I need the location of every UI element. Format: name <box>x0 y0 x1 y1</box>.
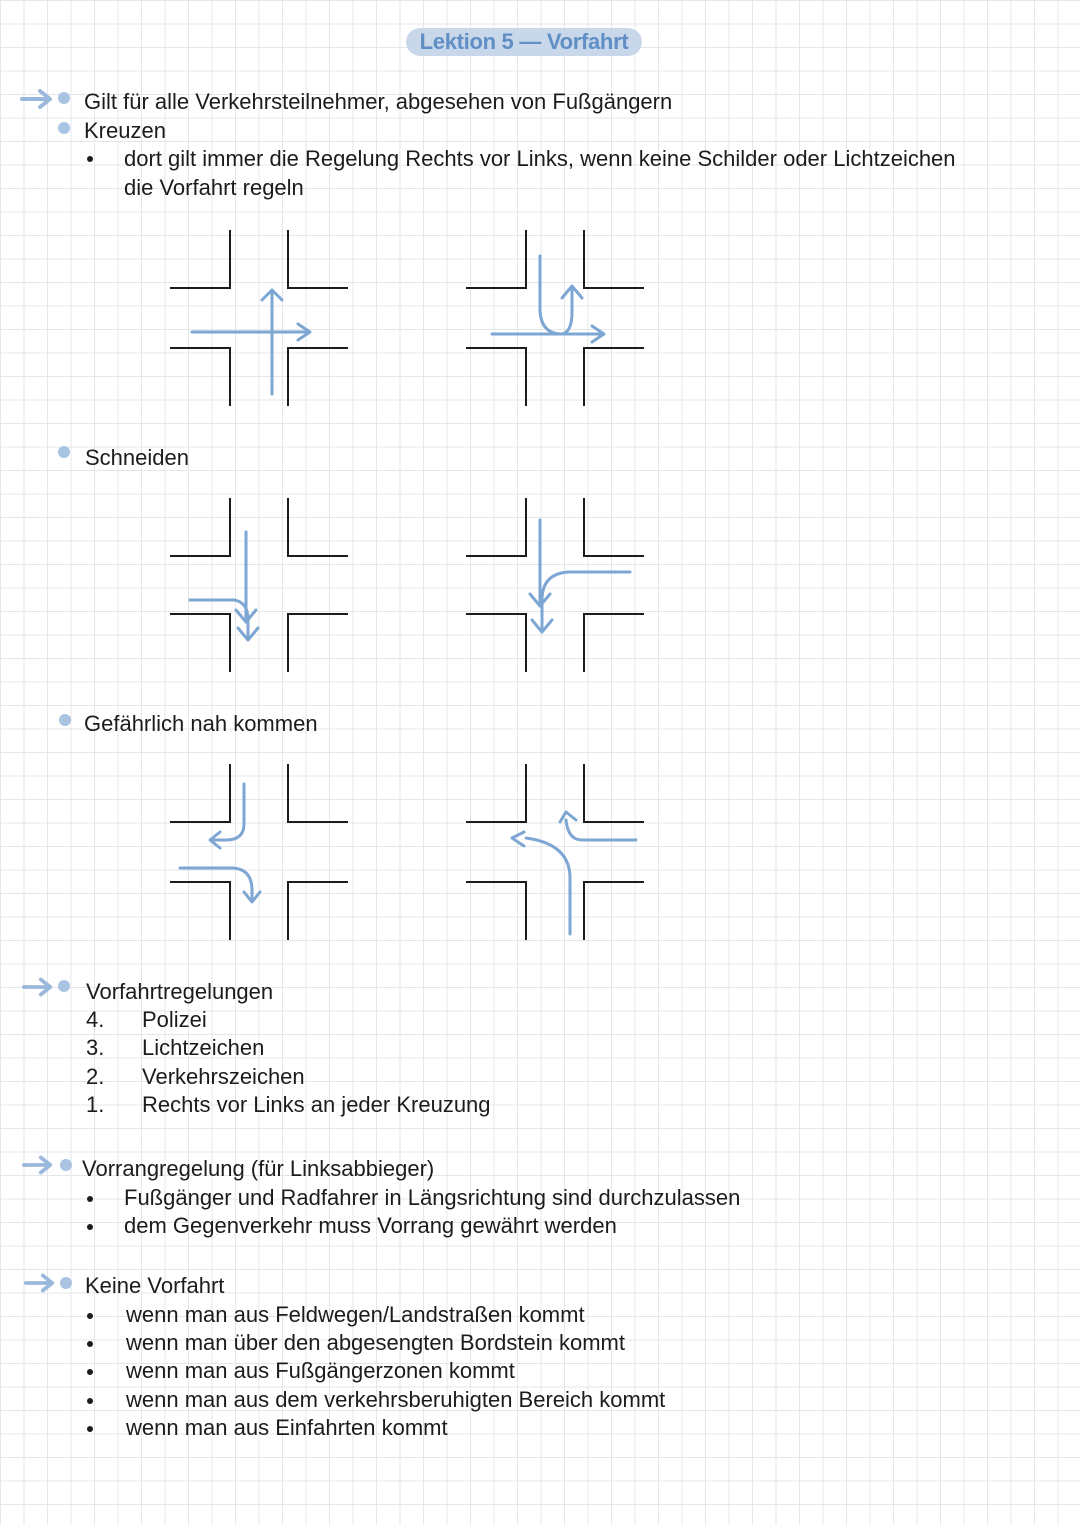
intersection-diagram-kreuzen-1 <box>168 228 350 408</box>
list-item: wenn man aus dem verkehrsberuhigten Bereich kommt <box>126 1387 666 1412</box>
bullet <box>87 1426 93 1432</box>
bullet <box>87 1196 93 1202</box>
bullet-dot <box>60 1277 72 1289</box>
bullet <box>87 1398 93 1404</box>
vorfahrtregelungen-heading: Vorfahrtregelungen <box>86 979 274 1004</box>
keine-vorfahrt-heading: Keine Vorfahrt <box>85 1273 225 1298</box>
list-item: wenn man aus Fußgängerzonen kommt <box>126 1358 515 1383</box>
list-item: wenn man aus Feldwegen/Landstraßen kommt <box>126 1302 585 1327</box>
bullet-dot <box>60 1159 72 1171</box>
list-item: Verkehrszeichen <box>142 1064 305 1089</box>
arrow-right-icon <box>24 1272 56 1294</box>
list-item: Fußgänger und Radfahrer in Längsrichtung sind durchzulassen <box>124 1185 741 1210</box>
schneiden-heading: Schneiden <box>85 445 189 470</box>
list-item-number: 1. <box>86 1092 105 1117</box>
kreuzen-detail-cont: die Vorfahrt regeln <box>124 175 304 200</box>
bullet <box>87 1369 93 1375</box>
intersection-diagram-schneiden-2 <box>464 496 646 676</box>
list-item: Rechts vor Links an jeder Kreuzung <box>142 1092 491 1117</box>
vorrang-heading: Vorrangregelung (für Linksabbieger) <box>82 1156 435 1181</box>
list-item: wenn man über den abgesengten Bordstein kommt <box>126 1330 625 1355</box>
list-item: dem Gegenverkehr muss Vorrang gewährt werden <box>124 1213 617 1238</box>
list-item: Polizei <box>142 1007 207 1032</box>
bullet-dot <box>58 92 70 104</box>
bullet <box>87 1313 93 1319</box>
intersection-diagram-gefaehrlich-2 <box>464 762 646 942</box>
bullet-dot <box>58 980 70 992</box>
bullet-dot <box>58 446 70 458</box>
bullet <box>87 1224 93 1230</box>
list-item-number: 2. <box>86 1064 105 1089</box>
list-item-number: 4. <box>86 1007 105 1032</box>
intersection-diagram-kreuzen-2 <box>464 228 646 408</box>
kreuzen-detail: dort gilt immer die Regelung Rechts vor Links, wenn keine Schilder oder Lichtzeichen <box>124 146 956 171</box>
bullet <box>87 1341 93 1347</box>
page-title: Lektion 5 — Vorfahrt <box>406 28 642 56</box>
list-item-number: 3. <box>86 1035 105 1060</box>
intro-line: Gilt für alle Verkehrsteilnehmer, abgesehen von Fußgängern <box>84 89 673 114</box>
arrow-right-icon <box>22 976 54 998</box>
list-item: Lichtzeichen <box>142 1035 265 1060</box>
arrow-right-icon <box>20 88 54 110</box>
bullet <box>87 156 93 162</box>
list-item: wenn man aus Einfahrten kommt <box>126 1415 448 1440</box>
kreuzen-heading: Kreuzen <box>84 118 166 143</box>
intersection-diagram-gefaehrlich-1 <box>168 762 350 942</box>
bullet-dot <box>59 714 71 726</box>
gefaehrlich-heading: Gefährlich nah kommen <box>84 711 318 736</box>
bullet-dot <box>58 122 70 134</box>
arrow-right-icon <box>22 1154 54 1176</box>
intersection-diagram-schneiden-1 <box>168 496 350 676</box>
